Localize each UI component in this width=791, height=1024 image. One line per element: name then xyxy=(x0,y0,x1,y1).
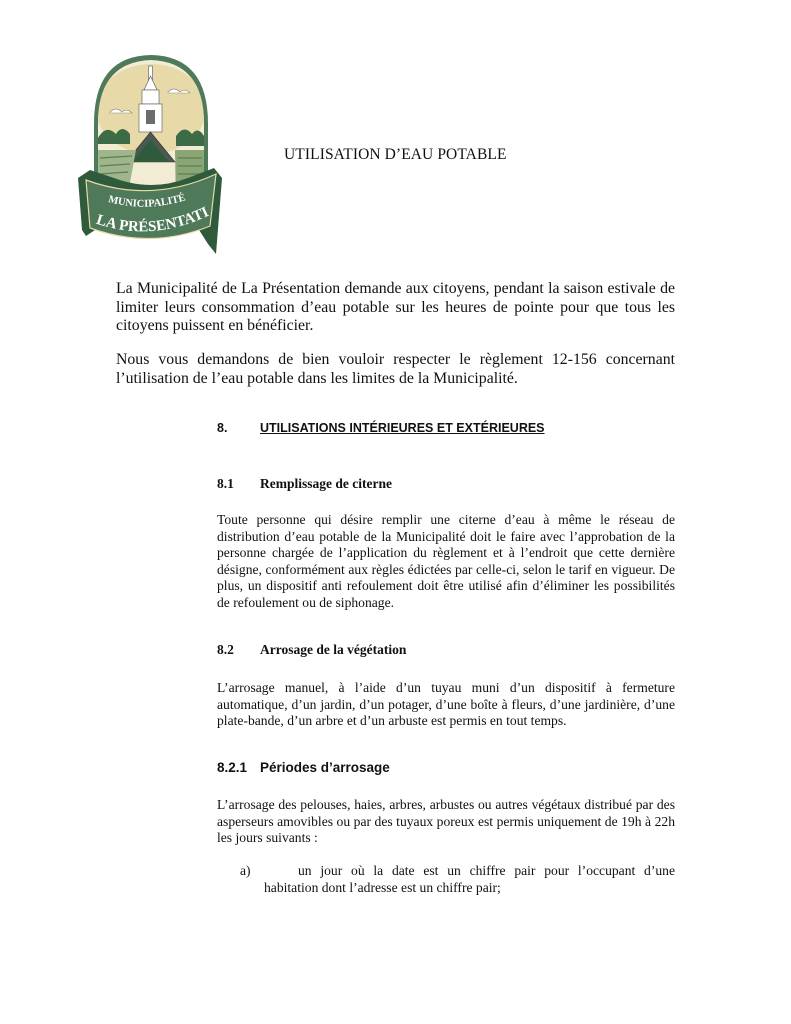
list-item-text: un jour où la date est un chiffre pair pour l’occupant d’une xyxy=(298,863,675,878)
subsection-title: Périodes d’arrosage xyxy=(260,760,390,775)
municipality-logo xyxy=(76,54,226,262)
subsection-body: L’arrosage manuel, à l’aide d’un tuyau muni d’un dispositif à fermeture automatique, d’un jardin, d’un potager, d’une boîte à fleurs, d’une jardinière, d’une plate-bande, d’un arbre et d’un arbuste est permis en tout temps. xyxy=(217,680,675,728)
logo-text-municipalite: MUNICIPALITÉ xyxy=(107,192,187,210)
section-number: 8. xyxy=(217,421,228,435)
page-title: UTILISATION D’EAU POTABLE xyxy=(284,146,507,163)
subsection-number: 8.2 xyxy=(217,642,234,657)
section-title: UTILISATIONS INTÉRIEURES ET EXTÉRIEURES xyxy=(260,421,545,435)
subsection-body: L’arrosage des pelouses, haies, arbres, arbustes ou autres végétaux distribué par des asperseurs amovibles ou par des tuyaux poreux est permis uniquement de 19h à 22h les jours suivants : xyxy=(217,797,675,845)
subsection-body: Toute personne qui désire remplir une citerne d’eau à même le réseau de distribution d’eau potable de la Municipalité doit le faire avec l’approbation de la personne chargée de l’application du règlement et à l’endroit que cette dernière désigne, conformément aux règles édictées par celle-ci, selon le tarif en vigueur. De plus, un dispositif anti refoulement doit être utilisé afin d’éliminer les possibilités de refoulement ou de siphonage. xyxy=(217,512,675,610)
list-item-text: habitation dont l’adresse est un chiffre pair; xyxy=(264,879,501,895)
intro-paragraph: Nous vous demandons de bien vouloir respecter le règlement 12-156 concernant l’utilisation de l’eau potable dans les limites de la Municipalité. xyxy=(116,351,675,387)
subsection-title: Remplissage de citerne xyxy=(260,476,392,491)
subsection-number: 8.1 xyxy=(217,476,234,491)
intro-paragraph: La Municipalité de La Présentation demande aux citoyens, pendant la saison estivale de limiter leurs consommation d’eau potable sur les heures de pointe pour que tous les citoyens puissent en bénéficier. xyxy=(116,280,675,334)
subsection-number: 8.2.1 xyxy=(217,760,248,775)
list-marker: a) xyxy=(240,863,251,878)
logo-text-la-presentation: LA PRÉSENTATI xyxy=(94,204,212,236)
subsection-title: Arrosage de la végétation xyxy=(260,642,407,657)
